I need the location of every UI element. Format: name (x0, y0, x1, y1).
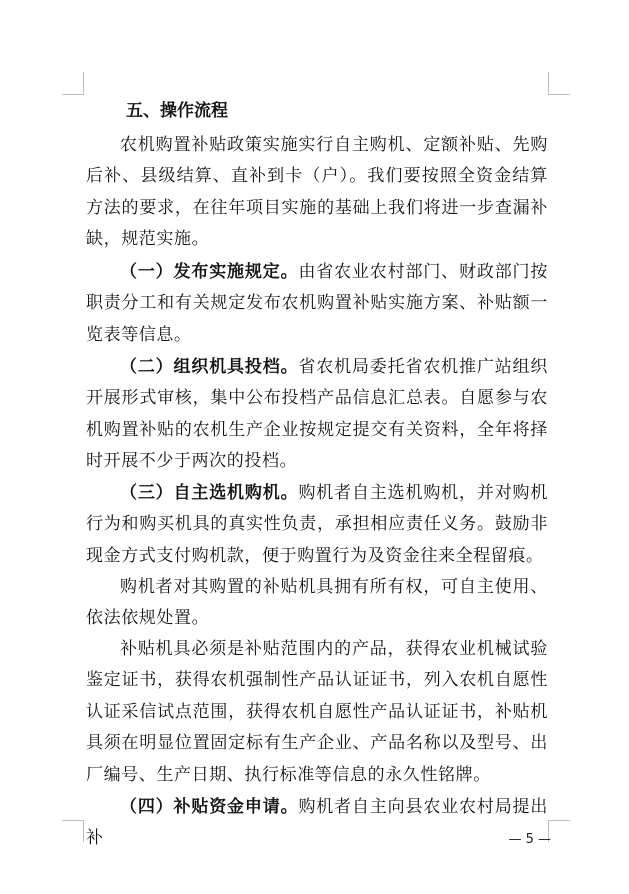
item-1-paragraph (86, 257, 548, 351)
crop-mark-top-left-v (83, 72, 84, 94)
item-4-text: 购机者自主向县农业农村局提出补 (86, 797, 548, 849)
item-1-text: 由省农业农村部门、财政部门按职责分工和有关规定发布农机购置补贴实施方案、补贴额一览表等信息。 (86, 262, 548, 345)
item-3-paragraph (86, 478, 548, 572)
crop-mark-bottom-left-v (83, 820, 84, 842)
crop-mark-bottom-left-h (62, 820, 84, 821)
item-2-paragraph (86, 352, 548, 478)
section-heading: 五、操作流程 (126, 101, 228, 121)
crop-mark-top-left-h (62, 94, 84, 95)
item-2-lead: （二）组织机具投档。 (120, 357, 299, 377)
requirements-paragraph (86, 634, 548, 791)
item-4-lead: （四）补贴资金申请。 (120, 797, 299, 817)
item-3-lead: （三）自主选机购机。 (120, 483, 299, 503)
crop-mark-top-right-v (548, 72, 549, 94)
item-4-paragraph (86, 792, 548, 855)
intro-text: 农机购置补贴政策实施实行自主购机、定额补贴、先购后补、县级结算、直补到卡（户）。我们要按照全资金结算方法的要求，在往年项目实施的基础上我们将进一步查漏补缺，规范实施。 (86, 135, 548, 250)
crop-mark-top-right-h (548, 94, 570, 95)
requirements-text: 补贴机具必须是补贴范围内的产品，获得农业机械试验鉴定证书，获得农机强制性产品认证证书，列入农机自愿性认证采信试点范围，获得农机自愿性产品认证证书，补贴机具须在明显位置固定标有生产企业、产品名称以及型号、出厂编号、生产日期、执行标准等信息的永久性铭牌。 (86, 639, 548, 785)
item-1-lead: （一）发布实施规定。 (120, 262, 299, 282)
item-2-text: 省农机局委托省农机推广站组织开展形式审核，集中公布投档产品信息汇总表。自愿参与农机购置补贴的农机生产企业按规定提交有关资料，全年将择时开展不少于两次的投档。 (86, 357, 548, 472)
crop-mark-bottom-right-h (548, 820, 570, 821)
page-number: — 5 — (508, 832, 551, 847)
ownership-text: 购机者对其购置的补贴机具拥有所有权，可自主使用、依法依规处置。 (86, 577, 548, 629)
intro-paragraph (86, 130, 548, 256)
item-3-text: 购机者自主选机购机，并对购机行为和购买机具的真实性负责，承担相应责任义务。鼓励非现金方式支付购机款，便于购置行为及资金往来全程留痕。 (86, 483, 548, 566)
ownership-paragraph (86, 572, 548, 635)
